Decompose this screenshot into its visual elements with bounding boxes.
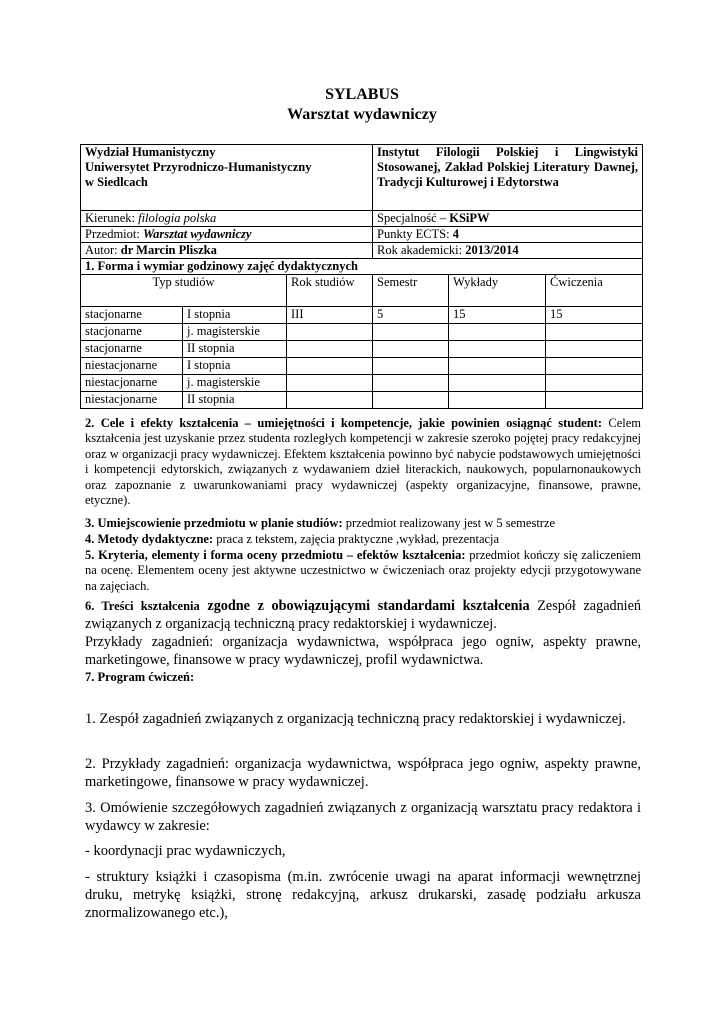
cell-mode: stacjonarne <box>81 341 183 358</box>
specjalnosc-label: Specjalność – <box>377 211 450 225</box>
cell-semestr <box>373 341 449 358</box>
przedmiot-value: Warsztat wydawniczy <box>142 227 252 241</box>
cell-semestr <box>373 324 449 341</box>
cell-cwiczenia <box>546 375 643 392</box>
cell-mode: stacjonarne <box>81 307 183 324</box>
specjalnosc-cell <box>373 211 643 227</box>
program-item-1: 1. Zespół zagadnień związanych z organizacją techniczną pracy redaktorskiej i wydawniczej. <box>85 711 626 727</box>
cell-wyklady <box>449 358 546 375</box>
kierunek-label: Kierunek: <box>85 211 139 225</box>
faculty-line2: Uniwersytet Przyrodniczo-Humanistyczny <box>85 160 312 174</box>
institute-cell: Instytut Filologii Polskiej i Lingwistyki Stosowanej, Zakład Polskiej Literatury Dawnej, Tradycji Kulturowej i Edytorstwa <box>373 145 643 211</box>
syllabus-table <box>80 144 643 409</box>
section4-text: praca z tekstem, zajęcia praktyczne ,wykład, prezentacja <box>213 532 500 546</box>
table-row <box>81 341 643 358</box>
document-subtitle: Warsztat wydawniczy <box>287 106 437 123</box>
section2 <box>85 416 641 508</box>
rok-cell <box>373 243 643 259</box>
section5 <box>85 548 641 594</box>
document-title: SYLABUS <box>325 86 399 103</box>
section6-title-b: zgodne z obowiązującymi standardami kształcenia <box>199 598 530 614</box>
section3 <box>85 516 641 531</box>
section2-title: 2. Cele i efekty kształcenia – umiejętności i kompetencje, jakie powinien osiągnąć student: <box>85 416 603 430</box>
cell-mode: niestacjonarne <box>81 358 183 375</box>
cell-mode: niestacjonarne <box>81 375 183 392</box>
cell-level: I stopnia <box>183 307 287 324</box>
kierunek-cell <box>81 211 373 227</box>
ects-cell <box>373 227 643 243</box>
cell-semestr <box>373 392 449 409</box>
faculty-line1: Wydział Humanistyczny <box>85 145 216 159</box>
table-row <box>81 358 643 375</box>
section6 <box>85 597 641 669</box>
cell-wyklady <box>449 324 546 341</box>
program-item-2: 2. Przykłady zagadnień: organizacja wydawnictwa, współpraca jego ogniw, aspekty prawne, marketingowe, finansowe w pracy wydawniczej. <box>85 756 641 790</box>
table-row <box>81 375 643 392</box>
program-item-4: - koordynacji prac wydawniczych, <box>85 843 286 859</box>
ects-label: Punkty ECTS: <box>377 227 453 241</box>
cell-cwiczenia <box>546 324 643 341</box>
przedmiot-label: Przedmiot: <box>85 227 143 241</box>
autor-value: dr Marcin Pliszka <box>120 243 217 257</box>
cell-cwiczenia <box>546 392 643 409</box>
cell-level: II stopnia <box>183 392 287 409</box>
col-header-rok: Rok studiów <box>287 275 373 307</box>
section6-text2: Przykłady zagadnień: organizacja wydawnictwa, współpraca jego ogniw, aspekty prawne, marketingowe, finansowe w pracy wydawniczej, profil wydawnictwa. <box>85 634 641 668</box>
cell-wyklady <box>449 341 546 358</box>
cell-wyklady <box>449 392 546 409</box>
col-header-cwiczenia: Ćwiczenia <box>546 275 643 307</box>
table-row <box>81 307 643 324</box>
cell-semestr <box>373 358 449 375</box>
cell-cwiczenia <box>546 341 643 358</box>
cell-level: j. magisterskie <box>183 324 287 341</box>
cell-wyklady: 15 <box>449 307 546 324</box>
section5-title: 5. Kryteria, elementy i forma oceny przedmiotu – efektów kształcenia: <box>85 548 466 562</box>
cell-cwiczenia <box>546 358 643 375</box>
cell-wyklady <box>449 375 546 392</box>
table-row <box>81 324 643 341</box>
section3-title: 3. Umiejscowienie przedmiotu w planie studiów: <box>85 516 343 530</box>
section2-text: Celem kształcenia jest uzyskanie przez studenta rozległych kompetencji w zakresie szeroko pojętej pracy redakcyjnej oraz w organizacji pracy wydawniczej. Efektem kształcenia powinno być nabycie podstawowych umiejętności i kompetencji edytorskich, związanych z wydawaniem dzieł literackich, naukowych, popularnonaukowych oraz zapoznanie z uwarunkowaniami pracy wydawniczej (aspekty organizacyjne, finansowe, prawne, etyczne). <box>85 416 641 508</box>
section4 <box>85 532 641 547</box>
cell-rok <box>287 341 373 358</box>
cell-level: II stopnia <box>183 341 287 358</box>
cell-rok: III <box>287 307 373 324</box>
table-row <box>81 392 643 409</box>
section5-text: przedmiot kończy się zaliczeniem na ocenę. Elementem oceny jest aktywne uczestnictwo w ćwiczeniach oraz projekty edycji przygotowywane na zajęciach. <box>85 548 641 593</box>
faculty-cell <box>81 145 373 211</box>
col-header-wyklady: Wykłady <box>449 275 546 307</box>
kierunek-value: filologia polska <box>138 211 217 225</box>
program-item-3: 3. Omówienie szczegółowych zagadnień związanych z organizacją warsztatu pracy redaktora i wydawcy w zakresie: <box>85 800 641 834</box>
specjalnosc-value: KSiPW <box>449 211 490 225</box>
cell-semestr: 5 <box>373 307 449 324</box>
przedmiot-cell <box>81 227 373 243</box>
cell-mode: niestacjonarne <box>81 392 183 409</box>
rok-label: Rok akademicki: <box>377 243 466 257</box>
rok-value: 2013/2014 <box>465 243 519 257</box>
section6-title-a: 6. Treści kształcenia <box>85 599 200 613</box>
section4-title: 4. Metody dydaktyczne: <box>85 532 214 546</box>
cell-rok <box>287 375 373 392</box>
ects-value: 4 <box>452 227 459 241</box>
cell-rok <box>287 358 373 375</box>
cell-semestr <box>373 375 449 392</box>
section6-text: Zespół zagadnień związanych z organizacją techniczną pracy redaktorskiej i wydawniczej. <box>85 598 642 632</box>
cell-rok <box>287 392 373 409</box>
cell-level: I stopnia <box>183 358 287 375</box>
autor-cell <box>81 243 373 259</box>
cell-level: j. magisterskie <box>183 375 287 392</box>
faculty-line3: w Siedlcach <box>85 175 148 189</box>
section7-title: 7. Program ćwiczeń: <box>85 670 195 684</box>
col-header-typ: Typ studiów <box>81 275 287 307</box>
program-item-5: - struktury książki i czasopisma (m.in. zwrócenie uwagi na aparat informacji wewnętrznej druku, metrykę książki, stronę redakcyjną, arkusz drukarski, zasadę podziału arkusza znormalizowanego etc.), <box>85 869 641 921</box>
section3-text: przedmiot realizowany jest w 5 semestrze <box>342 516 556 530</box>
cell-rok <box>287 324 373 341</box>
autor-label: Autor: <box>85 243 121 257</box>
col-header-semestr: Semestr <box>373 275 449 307</box>
section1-title: 1. Forma i wymiar godzinowy zajęć dydaktycznych <box>81 259 643 275</box>
cell-cwiczenia: 15 <box>546 307 643 324</box>
cell-mode: stacjonarne <box>81 324 183 341</box>
